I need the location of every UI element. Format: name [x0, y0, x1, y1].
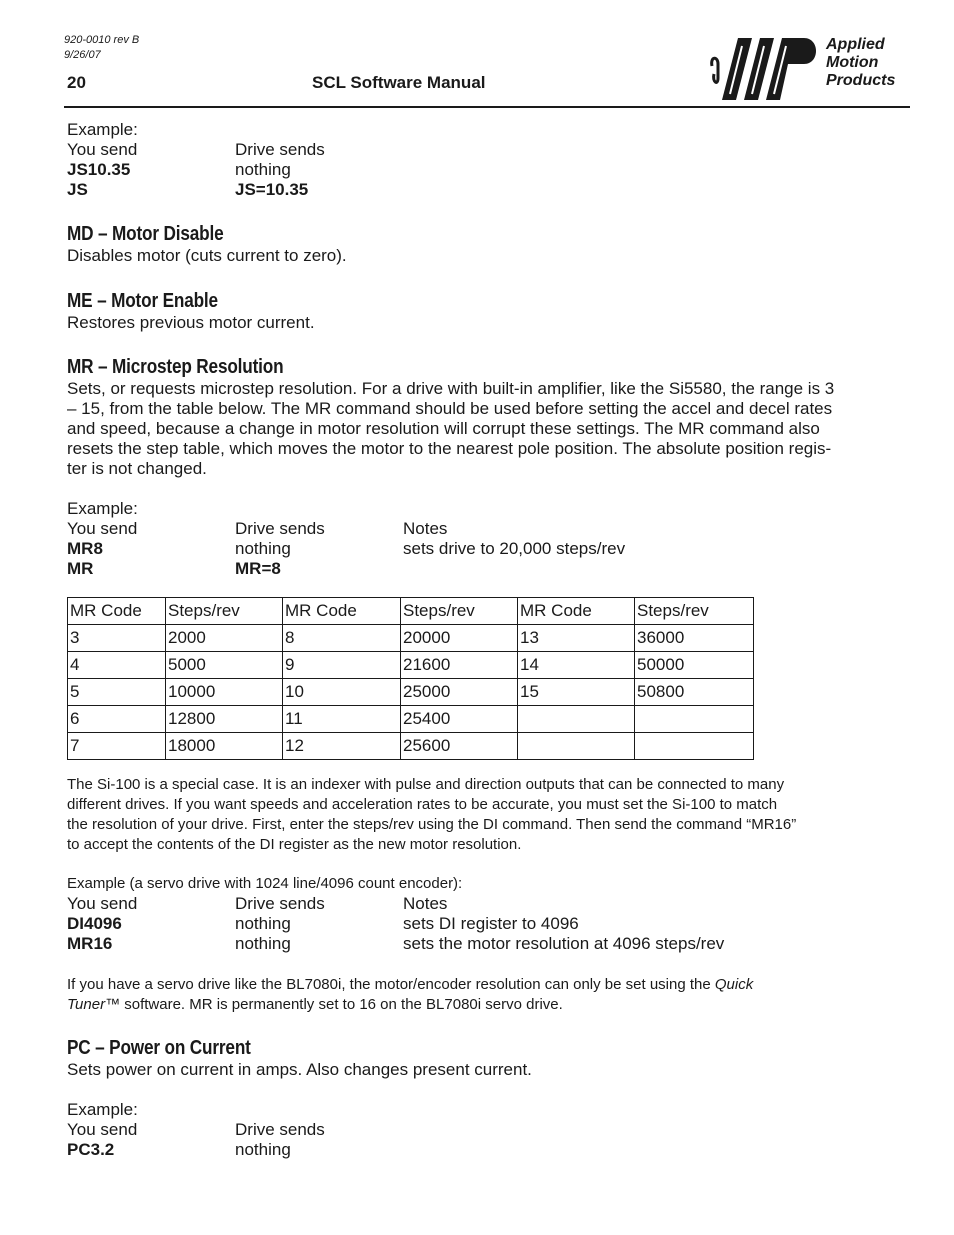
- me-section: [67, 289, 912, 333]
- col-you-send: You send: [67, 894, 138, 913]
- command-sent: DI4096: [67, 914, 122, 933]
- section-text: Restores previous motor current.: [67, 313, 315, 332]
- table-cell: 5: [68, 679, 166, 706]
- drive-response: nothing: [235, 934, 291, 953]
- paragraph-line: Sets, or requests microstep resolution. For a drive with built-in amplifier, like the Si5580, the range is 3: [67, 379, 835, 398]
- table-cell: 50000: [635, 652, 754, 679]
- paragraph-line: to accept the contents of the DI register as the new motor resolution.: [67, 836, 522, 853]
- table-cell: 7: [68, 733, 166, 760]
- table-cell: 15: [518, 679, 635, 706]
- document-revision: [64, 33, 139, 63]
- example-row: [67, 160, 912, 180]
- example-note: sets DI register to 4096: [403, 914, 579, 933]
- col-drive-sends: Drive sends: [235, 519, 325, 538]
- page-number: 20: [67, 73, 86, 92]
- example-row: [67, 914, 912, 934]
- col-drive-sends: Drive sends: [235, 140, 325, 159]
- section-heading-mr: MR – Microstep Resolution: [67, 356, 284, 378]
- example-row: [67, 934, 912, 954]
- table-row: [68, 652, 754, 679]
- command-sent: PC3.2: [67, 1140, 115, 1159]
- note-italic: Quick: [714, 976, 754, 993]
- paragraph-line: – 15, from the table below. The MR command should be used before setting the accel and decel rates: [67, 399, 833, 418]
- example-label: Example:: [67, 120, 138, 139]
- table-cell: 6: [68, 706, 166, 733]
- col-drive-sends: Drive sends: [235, 1120, 325, 1139]
- note-italic: Tuner™: [67, 996, 121, 1013]
- drive-response: MR=8: [235, 559, 281, 578]
- table-cell: 4: [68, 652, 166, 679]
- example-label: Example:: [67, 499, 138, 518]
- table-header-cell: Steps/rev: [635, 598, 754, 625]
- drive-response: JS=10.35: [235, 180, 309, 199]
- table-header-cell: Steps/rev: [166, 598, 283, 625]
- paragraph-line: resets the step table, which moves the motor to the nearest pole position. The absolute position regis-: [67, 439, 832, 458]
- paragraph-line: the resolution of your drive. First, enter the steps/rev using the DI command. Then send the command “MR16”: [67, 816, 797, 833]
- table-cell: 50800: [635, 679, 754, 706]
- logo-mark-icon: [708, 34, 826, 102]
- servo-note: [67, 975, 912, 1015]
- section-text: Sets power on current in amps. Also changes present current.: [67, 1060, 532, 1079]
- table-cell: [518, 706, 635, 733]
- command-sent: JS: [67, 180, 88, 199]
- drive-response: nothing: [235, 1140, 291, 1159]
- mr-section: [67, 355, 912, 1015]
- example-header-row: [67, 519, 912, 539]
- table-row: [68, 733, 754, 760]
- example-header-row: [67, 1120, 912, 1140]
- table-cell: 10000: [166, 679, 283, 706]
- command-sent: MR: [67, 559, 94, 578]
- logo-wordmark: [826, 36, 895, 90]
- example-header-row: [67, 894, 912, 914]
- mr-code-table: [67, 597, 754, 760]
- drive-response: nothing: [235, 539, 291, 558]
- table-row: [68, 625, 754, 652]
- js-example: [67, 120, 912, 200]
- paragraph-line: ter is not changed.: [67, 459, 207, 478]
- example-header-row: [67, 140, 912, 160]
- col-you-send: You send: [67, 140, 138, 159]
- table-cell: 3: [68, 625, 166, 652]
- table-header-row: [68, 598, 754, 625]
- command-sent: MR16: [67, 934, 113, 953]
- mr-example: [67, 499, 912, 579]
- example-label: Example:: [67, 1100, 138, 1119]
- table-cell: 5000: [166, 652, 283, 679]
- paragraph-line: and speed, because a change in motor resolution will corrupt these settings. The MR command also: [67, 419, 820, 438]
- note-text: software. MR is permanently set to 16 on the BL7080i servo drive.: [120, 996, 563, 1013]
- table-cell: 25000: [401, 679, 518, 706]
- logo-line-products: Products: [826, 72, 896, 89]
- manual-title: SCL Software Manual: [312, 73, 486, 92]
- table-cell: 2000: [166, 625, 283, 652]
- paragraph-line: The Si-100 is a special case. It is an indexer with pulse and direction outputs that can be connected to many: [67, 776, 785, 793]
- logo-line-applied: Applied: [826, 36, 885, 53]
- table-header-cell: MR Code: [68, 598, 166, 625]
- table-cell: 18000: [166, 733, 283, 760]
- drive-response: nothing: [235, 160, 291, 179]
- section-heading-md: MD – Motor Disable: [67, 223, 224, 245]
- drive-response: nothing: [235, 914, 291, 933]
- note-text: If you have a servo drive like the BL7080i, the motor/encoder resolution can only be set using the: [67, 976, 715, 993]
- header-rule: [64, 106, 910, 108]
- paragraph-line: different drives. If you want speeds and acceleration rates to be accurate, you must set the Si-100 to match: [67, 796, 778, 813]
- table-row: [68, 679, 754, 706]
- command-sent: JS10.35: [67, 160, 131, 179]
- table-header-cell: MR Code: [283, 598, 401, 625]
- table-cell: 8: [283, 625, 401, 652]
- example-label: Example (a servo drive with 1024 line/4096 count encoder):: [67, 875, 463, 892]
- command-sent: MR8: [67, 539, 103, 558]
- table-cell: 11: [283, 706, 401, 733]
- servo-example: [67, 874, 912, 954]
- md-section: [67, 222, 912, 266]
- table-cell: 21600: [401, 652, 518, 679]
- logo-line-motion: Motion: [826, 54, 879, 71]
- table-cell: 14: [518, 652, 635, 679]
- col-you-send: You send: [67, 1120, 138, 1139]
- table-cell: [635, 733, 754, 760]
- table-header-cell: Steps/rev: [401, 598, 518, 625]
- col-notes: Notes: [403, 894, 448, 913]
- pc-section: [67, 1036, 912, 1160]
- table-row: [68, 706, 754, 733]
- revision-date: 9/26/07: [64, 49, 101, 61]
- col-drive-sends: Drive sends: [235, 894, 325, 913]
- example-note: sets drive to 20,000 steps/rev: [403, 539, 626, 558]
- table-cell: 10: [283, 679, 401, 706]
- table-cell: 25600: [401, 733, 518, 760]
- table-cell: 25400: [401, 706, 518, 733]
- example-row: [67, 180, 912, 200]
- section-text: Disables motor (cuts current to zero).: [67, 246, 347, 265]
- example-row: [67, 1140, 912, 1160]
- table-cell: [518, 733, 635, 760]
- pc-example: [67, 1100, 912, 1160]
- table-cell: 20000: [401, 625, 518, 652]
- section-heading-pc: PC – Power on Current: [67, 1037, 251, 1059]
- col-notes: Notes: [403, 519, 448, 538]
- example-row: [67, 559, 912, 579]
- table-cell: 13: [518, 625, 635, 652]
- col-you-send: You send: [67, 519, 138, 538]
- page-content: [67, 120, 912, 1160]
- table-header-cell: MR Code: [518, 598, 635, 625]
- table-cell: 12800: [166, 706, 283, 733]
- example-note: sets the motor resolution at 4096 steps/rev: [403, 934, 725, 953]
- section-heading-me: ME – Motor Enable: [67, 290, 218, 312]
- revision-code: 920-0010 rev B: [64, 34, 140, 46]
- table-cell: 36000: [635, 625, 754, 652]
- table-cell: [635, 706, 754, 733]
- company-logo: [708, 34, 913, 102]
- table-cell: 12: [283, 733, 401, 760]
- si100-paragraph: [67, 775, 912, 855]
- table-cell: 9: [283, 652, 401, 679]
- example-row: [67, 539, 912, 559]
